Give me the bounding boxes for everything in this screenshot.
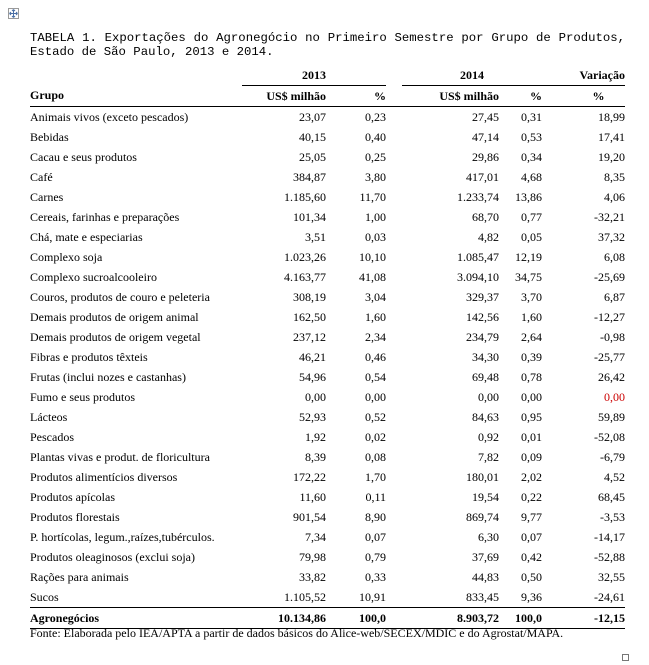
table-row [30,247,625,267]
cell-usd-2013: 1,92 [305,429,326,444]
cell-variacao: -25,69 [594,269,625,284]
cell-pct-2014: 2,64 [521,329,542,344]
cell-variacao: 68,45 [598,489,625,504]
cell-grupo: Carnes [30,189,64,204]
cell-usd-2013: 1.185,60 [284,189,326,204]
table-row [30,127,625,147]
cell-pct-2014: 0,01 [521,429,542,444]
cell-variacao: 26,42 [598,369,625,384]
cell-grupo: P. hortícolas, legum.,raízes,tubérculos. [30,529,215,544]
cell-variacao: 32,55 [598,569,625,584]
table-row [30,427,625,447]
cell-pct-2014: 12,19 [515,249,542,264]
total-grupo: Agronegócios [30,608,242,629]
cell-grupo: Couros, produtos de couro e peleteria [30,289,210,304]
total-var: -12,15 [542,608,625,629]
cell-variacao: -6,79 [600,449,625,464]
cell-pct-2014: 4,68 [521,169,542,184]
cell-usd-2014: 68,70 [472,209,499,224]
cell-pct-2014: 0,05 [521,229,542,244]
cell-usd-2014: 869,74 [466,509,499,524]
cell-grupo: Complexo soja [30,249,103,264]
table-row [30,107,625,128]
table-row [30,307,625,327]
cell-grupo: Demais produtos de origem vegetal [30,329,201,344]
total-v2014: 8.903,72 [402,608,499,629]
cell-variacao: 4,06 [604,189,625,204]
cell-pct-2013: 2,34 [365,329,386,344]
cell-grupo: Pescados [30,429,74,444]
cell-pct-2014: 0,77 [521,209,542,224]
cell-grupo: Animais vivos (exceto pescados) [30,109,189,124]
cell-usd-2014: 1.233,74 [457,189,499,204]
exports-table [30,65,625,629]
cell-grupo: Frutas (inclui nozes e castanhas) [30,369,186,384]
cell-usd-2014: 1.085,47 [457,249,499,264]
cell-pct-2013: 1,00 [365,209,386,224]
cell-grupo: Produtos florestais [30,509,120,524]
cell-usd-2014: 6,30 [478,529,499,544]
header-pct-2014: % [499,86,542,107]
cell-variacao: 6,87 [604,289,625,304]
cell-usd-2013: 101,34 [293,209,326,224]
cell-pct-2014: 0,95 [521,409,542,424]
cell-usd-2014: 142,56 [466,309,499,324]
cell-grupo: Complexo sucroalcooleiro [30,269,157,284]
cell-variacao: -0,98 [600,329,625,344]
table-row [30,587,625,608]
cell-usd-2014: 234,79 [466,329,499,344]
cell-usd-2013: 52,93 [299,409,326,424]
cell-variacao: 4,52 [604,469,625,484]
header-usd-2014: US$ milhão [402,86,499,107]
cell-grupo: Chá, mate e especiarias [30,229,143,244]
cell-pct-2013: 3,80 [365,169,386,184]
total-p2014: 100,0 [499,608,542,629]
cell-pct-2013: 0,25 [365,149,386,164]
cell-usd-2013: 25,05 [299,149,326,164]
source-footnote: Fonte: Elaborada pelo IEA/APTA a partir de dados básicos do Alice-web/SECEX/MDIC e do Agrostat/MAPA. [30,626,564,640]
cell-usd-2014: 833,45 [466,589,499,604]
header-pct-2013: % [326,86,386,107]
cell-grupo: Sucos [30,589,59,604]
cell-pct-2014: 0,00 [521,389,542,404]
cell-grupo: Rações para animais [30,569,129,584]
cell-usd-2013: 237,12 [293,329,326,344]
table-row [30,207,625,227]
cell-pct-2013: 8,90 [365,509,386,524]
cell-usd-2014: 37,69 [472,549,499,564]
cell-usd-2014: 84,63 [472,409,499,424]
header-grupo: Grupo [30,86,242,107]
table-row [30,347,625,367]
cell-grupo: Cacau e seus produtos [30,149,137,164]
cell-grupo: Fumo e seus produtos [30,389,135,404]
cell-pct-2014: 0,53 [521,129,542,144]
cell-usd-2014: 417,01 [466,169,499,184]
header-variacao: Variação [542,65,625,86]
cell-variacao: 59,89 [598,409,625,424]
cell-variacao: 19,20 [598,149,625,164]
table-row [30,447,625,467]
table-row [30,187,625,207]
cell-usd-2013: 46,21 [299,349,326,364]
total-p2013: 100,0 [326,608,386,629]
cell-usd-2013: 4.163,77 [284,269,326,284]
cell-usd-2013: 79,98 [299,549,326,564]
cell-pct-2013: 0,08 [365,449,386,464]
cell-variacao: -24,61 [594,589,625,604]
cell-pct-2014: 0,09 [521,449,542,464]
cell-pct-2014: 0,22 [521,489,542,504]
cell-usd-2014: 34,30 [472,349,499,364]
header-empty [30,65,242,86]
cell-pct-2014: 34,75 [515,269,542,284]
cell-usd-2013: 1.105,52 [284,589,326,604]
table-row [30,287,625,307]
table-caption: TABELA 1. Exportações do Agronegócio no Primeiro Semestre por Grupo de Produtos, Estado de São Paulo, 2013 e 2014. [30,31,625,59]
cell-usd-2014: 0,00 [478,389,499,404]
cell-usd-2013: 901,54 [293,509,326,524]
cell-grupo: Produtos alimentícios diversos [30,469,178,484]
cell-pct-2013: 0,52 [365,409,386,424]
cell-variacao: -12,27 [594,309,625,324]
cell-pct-2013: 0,79 [365,549,386,564]
cell-pct-2013: 10,91 [359,589,386,604]
cell-grupo: Bebidas [30,129,69,144]
cell-pct-2014: 9,77 [521,509,542,524]
header-row-units [30,86,625,107]
cell-variacao: 8,35 [604,169,625,184]
cell-grupo: Café [30,169,53,184]
cell-usd-2014: 4,82 [478,229,499,244]
table-move-handle-icon[interactable] [8,8,19,19]
total-v2013: 10.134,86 [242,608,326,629]
cell-usd-2013: 40,15 [299,129,326,144]
table-row [30,527,625,547]
cell-pct-2014: 1,60 [521,309,542,324]
table-row [30,267,625,287]
table-row [30,507,625,527]
cell-pct-2013: 0,11 [365,489,386,504]
cell-pct-2014: 3,70 [521,289,542,304]
cell-pct-2013: 41,08 [359,269,386,284]
cell-usd-2013: 7,34 [305,529,326,544]
cell-grupo: Fibras e produtos têxteis [30,349,148,364]
table-row [30,467,625,487]
cell-pct-2013: 0,46 [365,349,386,364]
cell-pct-2014: 0,31 [521,109,542,124]
cell-pct-2013: 0,40 [365,129,386,144]
cell-pct-2014: 9,36 [521,589,542,604]
cell-usd-2013: 172,22 [293,469,326,484]
header-pct-var: % [542,86,625,107]
cell-grupo: Plantas vivas e produt. de floricultura [30,449,210,464]
header-usd-2013: US$ milhão [242,86,326,107]
cell-usd-2013: 0,00 [305,389,326,404]
cell-usd-2014: 329,37 [466,289,499,304]
table-row [30,327,625,347]
cell-pct-2014: 2,02 [521,469,542,484]
cell-pct-2013: 0,03 [365,229,386,244]
cell-variacao: 17,41 [598,129,625,144]
cell-usd-2014: 44,83 [472,569,499,584]
cell-variacao: -52,88 [594,549,625,564]
cell-variacao: 0,00 [604,389,625,404]
header-row-years [30,65,625,86]
table-row [30,547,625,567]
cell-pct-2014: 0,39 [521,349,542,364]
cell-variacao: 6,08 [604,249,625,264]
cell-usd-2014: 27,45 [472,109,499,124]
cell-variacao: -25,77 [594,349,625,364]
table-row [30,407,625,427]
cell-grupo: Lácteos [30,409,68,424]
cell-pct-2013: 11,70 [359,189,386,204]
table-resize-handle-icon[interactable] [622,654,629,661]
table-row [30,387,625,407]
cell-usd-2013: 1.023,26 [284,249,326,264]
cell-pct-2013: 0,33 [365,569,386,584]
cell-usd-2013: 33,82 [299,569,326,584]
cell-usd-2014: 3.094,10 [457,269,499,284]
cell-variacao: -3,53 [600,509,625,524]
cell-grupo: Produtos oleaginosos (exclui soja) [30,549,195,564]
cell-pct-2014: 0,07 [521,529,542,544]
cell-grupo: Cereais, farinhas e preparações [30,209,180,224]
cell-usd-2014: 69,48 [472,369,499,384]
table-row [30,167,625,187]
cell-grupo: Demais produtos de origem animal [30,309,199,324]
cell-pct-2013: 0,23 [365,109,386,124]
cell-pct-2013: 0,00 [365,389,386,404]
table-row [30,227,625,247]
cell-usd-2014: 47,14 [472,129,499,144]
header-year-2013: 2013 [242,65,386,86]
cell-usd-2013: 3,51 [305,229,326,244]
cell-grupo: Produtos apícolas [30,489,115,504]
table-row [30,567,625,587]
cell-pct-2013: 0,54 [365,369,386,384]
cell-usd-2013: 23,07 [299,109,326,124]
cell-pct-2013: 1,60 [365,309,386,324]
table-body [30,107,625,608]
cell-usd-2014: 29,86 [472,149,499,164]
cell-variacao: -14,17 [594,529,625,544]
cell-pct-2014: 13,86 [515,189,542,204]
cell-pct-2013: 0,07 [365,529,386,544]
cell-pct-2014: 0,78 [521,369,542,384]
cell-usd-2014: 7,82 [478,449,499,464]
header-year-2014: 2014 [402,65,542,86]
cell-variacao: -32,21 [594,209,625,224]
cell-pct-2013: 0,02 [365,429,386,444]
cell-usd-2014: 180,01 [466,469,499,484]
cell-usd-2013: 54,96 [299,369,326,384]
cell-pct-2014: 0,42 [521,549,542,564]
cell-variacao: -52,08 [594,429,625,444]
cell-usd-2013: 384,87 [293,169,326,184]
table-row [30,367,625,387]
cell-usd-2013: 162,50 [293,309,326,324]
cell-pct-2014: 0,50 [521,569,542,584]
cell-pct-2013: 1,70 [365,469,386,484]
cell-usd-2013: 11,60 [299,489,326,504]
cell-usd-2013: 308,19 [293,289,326,304]
table-row [30,487,625,507]
cell-usd-2014: 19,54 [472,489,499,504]
cell-pct-2014: 0,34 [521,149,542,164]
cell-usd-2013: 8,39 [305,449,326,464]
cell-variacao: 18,99 [598,109,625,124]
cell-variacao: 37,32 [598,229,625,244]
table-row [30,147,625,167]
cell-usd-2014: 0,92 [478,429,499,444]
cell-pct-2013: 3,04 [365,289,386,304]
cell-pct-2013: 10,10 [359,249,386,264]
